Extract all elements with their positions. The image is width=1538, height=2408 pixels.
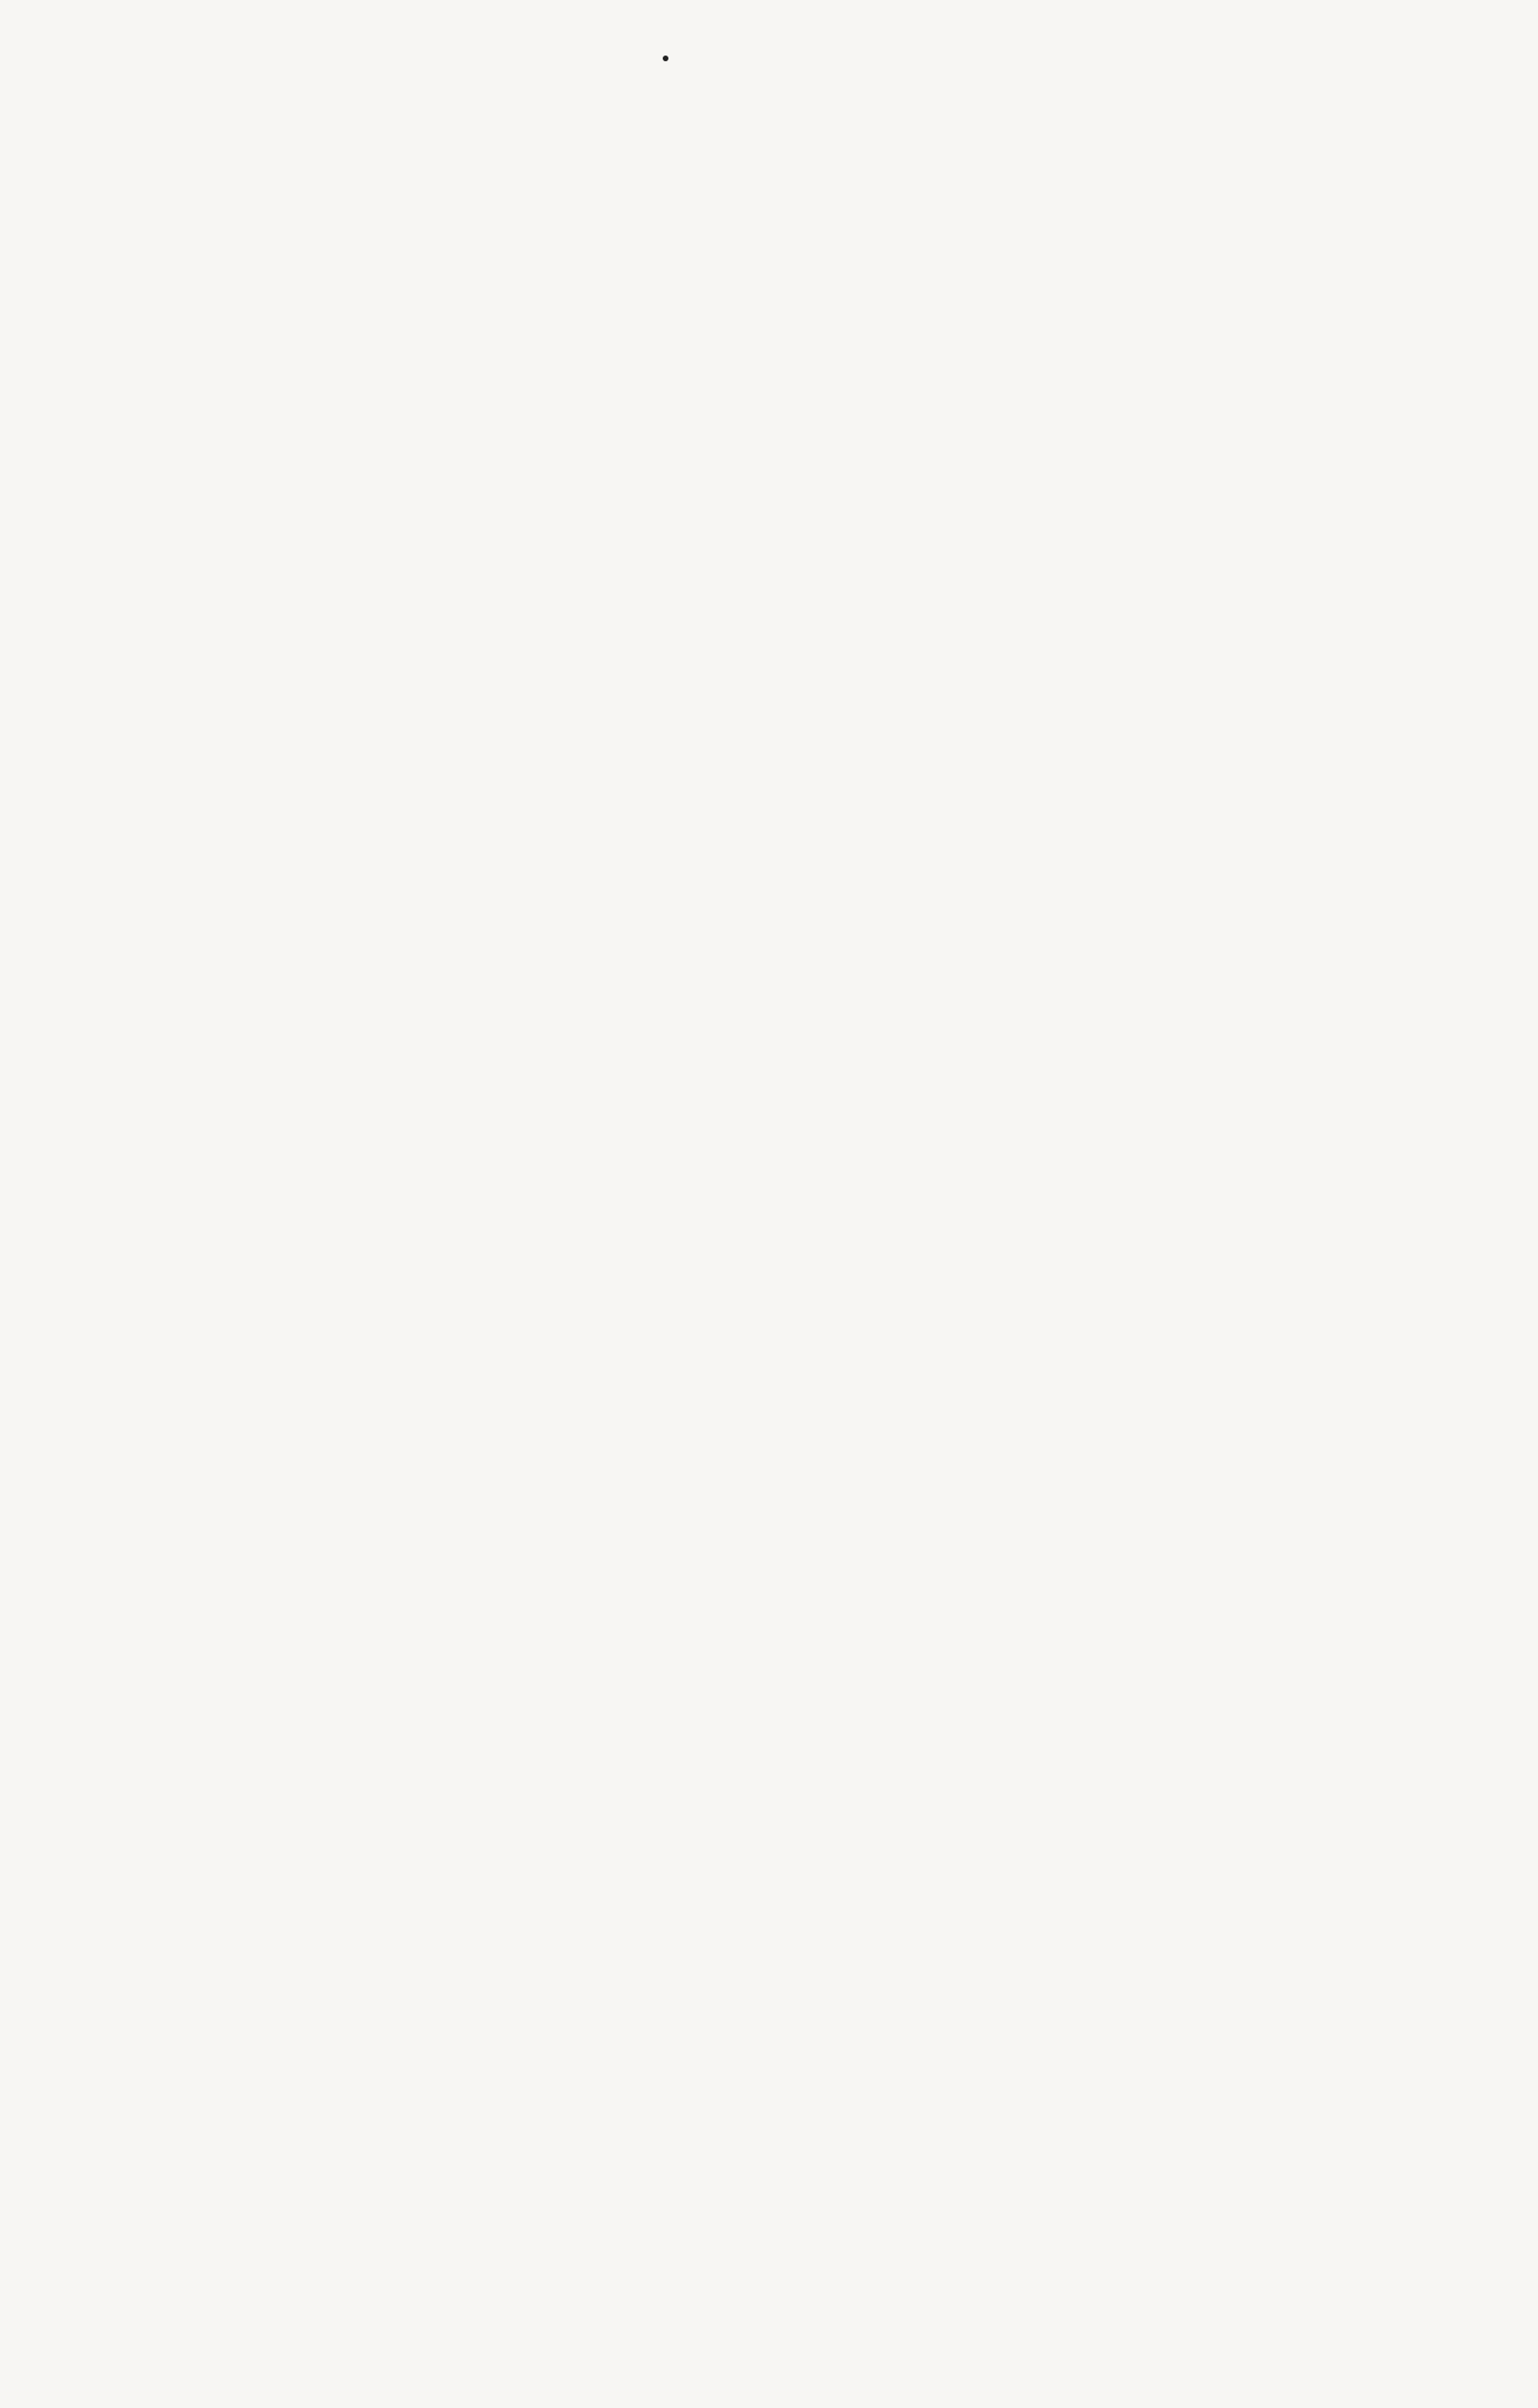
print-mark xyxy=(663,56,668,61)
reading-heading xyxy=(105,140,1436,182)
writing-heading xyxy=(105,79,1436,121)
answer-page xyxy=(105,79,1436,223)
module-title xyxy=(105,181,1436,223)
